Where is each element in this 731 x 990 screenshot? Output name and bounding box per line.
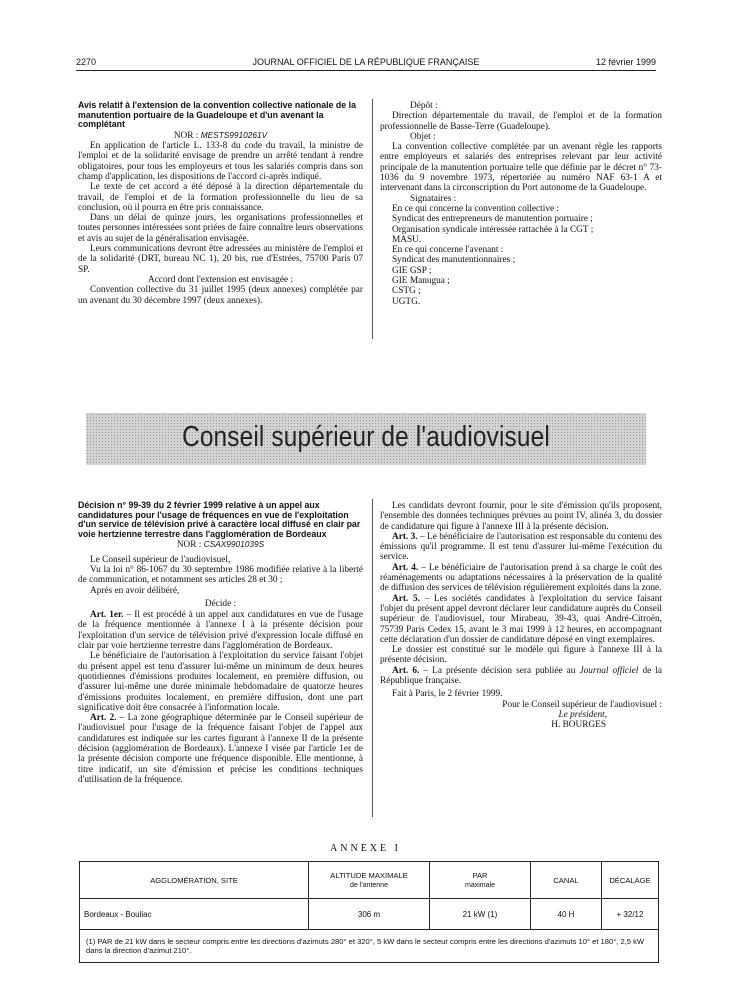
- column-header: [80, 862, 309, 899]
- avis-nor: [78, 130, 363, 141]
- column-header: [531, 862, 602, 899]
- section-banner: [86, 413, 646, 465]
- fait-line: Fait à Paris, le 2 février 1999.: [392, 689, 503, 700]
- column-label: DÉCALAGE: [609, 875, 651, 885]
- article-label: Art. 2.: [90, 713, 117, 724]
- depot-label: Dépôt :: [410, 101, 438, 111]
- signataires-label: Signataires :: [410, 193, 457, 204]
- decision-intro: Après en avoir délibéré,: [90, 585, 180, 596]
- column-sublabel: de l'antenne: [350, 881, 388, 889]
- article-text: – Le bénéficiaire de l'autorisation prend à sa charge le coût des réaménagements ou adaptations nécessaires à la préservation de la qualité de diffusion des services de télévision régulièrement exploités dans la zone.: [380, 562, 662, 594]
- article-2: [78, 713, 363, 785]
- article-label: Art. 6.: [392, 665, 420, 676]
- column-header: [430, 862, 531, 899]
- signatory-role: [380, 710, 662, 720]
- article-5: [380, 594, 662, 645]
- article-label: Art. 4.: [392, 562, 419, 573]
- article-6: [380, 666, 662, 687]
- avis-left-column: [78, 101, 363, 306]
- article-text: – Il est procédé à un appel aux candidatures en vue de l'usage de la fréquence mentionnée à l'annexe I à la présente décision pour l'exploitation d'un service de télévision privé d'expression locale diffusé en clair par voie hertzienne terrestre dans l'agglomération de Bordeaux.: [78, 610, 363, 652]
- nor-code: MESTS9910261V: [200, 129, 268, 140]
- table-footnote: (1) PAR de 21 kW dans le secteur compris entre les directions d'azimuts 280° et 320°, 5 kW dans le secteur compris entre les directions d'azimuts 10° et 180°, 2,5 kW dans la direction d'azimut 210°.: [80, 930, 659, 963]
- role-text: Le président,: [558, 709, 607, 720]
- nor-label: NOR :: [173, 130, 199, 141]
- article-label: Art. 1er.: [90, 610, 124, 621]
- signataire-line: Syndicat des manutentionnaires ;: [392, 255, 516, 266]
- article-2-paragraph: Les candidats devront fournir, pour le site d'émission qu'ils proposent, l'ensemble des données techniques prévues au point IV, alinéa 3, du dossier de candidature qui figure à l'annexe III à la présente décision.: [380, 501, 662, 532]
- page-number: 2270: [76, 57, 97, 67]
- article-text: – Les sociétés candidates à l'exploitation du service faisant l'objet du présent appel devront déclarer leur candidature auprès du Conseil supérieur de l'audiovisuel, tour Mirabeau, 39-43, quai André-Citroën, 75739 Paris Cedex 15, avant le 3 mai 1999 à 12 heures, en accompagnant cette déclaration d'un dossier de candidature déposé en vingt exemplaires.: [380, 593, 662, 645]
- article-4: [380, 563, 662, 594]
- accord-text: Convention collective du 31 juillet 1995 (deux annexes) complétée par un avenant du 30 décembre 1997 (deux annexes).: [78, 285, 363, 306]
- pour-line: Pour le Conseil supérieur de l'audiovisuel :: [502, 699, 662, 710]
- nor-code: CSAX9901039S: [203, 539, 265, 550]
- signataire-line: En ce qui concerne l'avenant :: [392, 245, 504, 256]
- table-cell: + 32/12: [602, 899, 659, 930]
- annex-table: [79, 861, 659, 963]
- objet-label: Objet :: [410, 131, 436, 142]
- article-text: – Le bénéficiaire de l'autorisation est responsable du contenu des émissions qu'il programme. Il est tenu d'assurer lui-même l'exécution du service.: [380, 531, 663, 563]
- header-rule: [76, 70, 656, 71]
- signataire-line: GIE GSP ;: [392, 265, 432, 276]
- nor-label: NOR :: [176, 540, 202, 551]
- column-header: [602, 862, 659, 899]
- signataire-line: Syndicat des entrepreneurs de manutention portuaire ;: [392, 214, 593, 225]
- journal-title: JOURNAL OFFICIEL DE LA RÉPUBLIQUE FRANÇAISE: [252, 57, 480, 67]
- article-text: de la République française.: [380, 665, 663, 687]
- article-text: – La présente décision sera publiée au: [419, 665, 580, 676]
- decision-title: Décision n° 99-39 du 2 février 1999 relative à un appel aux candidatures pour l'usage de fréquences en vue de l'exploitation d'un service de télévision privé à caractère local diffusé en clair par voie hertzienne terrestre dans l'agglomération de Bordeaux: [78, 500, 361, 539]
- journal-reference: Journal officiel: [579, 665, 639, 676]
- column-label: CANAL: [553, 875, 579, 885]
- article-1-paragraph: Le bénéficiaire de l'autorisation à l'exploitation du service faisant l'objet du présent appel est tenu d'assurer lui-même un minimum de deux heures quotidiennes d'émissions produites localement, en première diffusion, ou d'assurer lui-même une durée minimale hebdomadaire de quatorze heures d'émissions produites localement, en première diffusion, dont une part significative doit être consacrée à l'information locale.: [78, 651, 363, 713]
- signatory-name: H. BOURGES: [551, 720, 606, 731]
- column-header: [309, 862, 430, 899]
- article-5-paragraph: Le dossier est constitué sur le modèle qui figure à l'annexe III à la présente décision.: [380, 645, 662, 666]
- running-header: [76, 57, 656, 71]
- column-sublabel: maximale: [465, 881, 495, 889]
- decision-nor: [78, 539, 363, 550]
- article-1: [78, 610, 363, 651]
- table-header-row: [80, 862, 659, 899]
- avis-title: Avis relatif à l'extension de la convention collective nationale de la manutention portuaire de la Guadeloupe et d'un avenant la complétant: [78, 100, 356, 130]
- table-cell: Bordeaux - Bouliac: [80, 899, 309, 930]
- decision-right-column: [380, 501, 662, 731]
- decide-heading: Décide :: [204, 598, 237, 609]
- avis-paragraph: En application de l'article L. 133-8 du code du travail, la ministre de l'emploi et de la solidarité envisage de prendre un arrêté tendant à rendre obligatoires, pour tous les employeurs et tous les salariés compris dans son champ d'application, les dispositions de l'accord ci-après indiqué.: [78, 141, 363, 182]
- annex-title: ANNEXE I: [330, 843, 401, 854]
- column-label: PAR: [472, 870, 488, 880]
- decision-left-column: [78, 501, 363, 785]
- issue-date: 12 février 1999: [595, 57, 656, 67]
- article-text: – La zone géographique déterminée par le Conseil supérieur de l'audiovisuel pour l'usage de la fréquence faisant l'objet de l'appel aux candidatures est indiquée sur les cartes figurant à l'annexe II de la présente décision (agglomération de Bordeaux). L'annexe I visée par l'article 1er de la présente décision comporte une fréquence disponible. Elle mentionne, à titre indicatif, un site d'émission et précise les conditions techniques d'utilisation de la fréquence.: [78, 713, 363, 785]
- depot-text: Direction départementale du travail, de l'emploi et de la formation professionnelle de Basse-Terre (Guadeloupe).: [380, 111, 662, 132]
- table-cell: 40 H: [531, 899, 602, 930]
- signataire-line: GIE Manugua ;: [392, 276, 450, 287]
- signataire-line: En ce qui concerne la convention collective :: [392, 203, 560, 214]
- objet-text: La convention collective complétée par un avenant règle les rapports entre employeurs et salariés des entreprises relevant par leur activité principale de la manutention portuaire telle que définie par le décret n° 73-1036 du 9 novembre 1973, répertoriée au numéro NAF 63-1 A et intervenant dans la circonscription du Port autonome de la Guadeloupe.: [380, 142, 662, 194]
- avis-paragraph: Dans un délai de quinze jours, les organisations professionnelles et toutes personnes intéressées sont priées de faire connaître leurs observations et avis au sujet de la généralisation envisagée.: [78, 213, 363, 244]
- article-label: Art. 5.: [392, 593, 420, 604]
- table-row: [80, 899, 659, 930]
- accord-heading: Accord dont l'extension est envisagée :: [148, 274, 293, 285]
- table-cell: 21 kW (1): [430, 899, 531, 930]
- section-title: Conseil supérieur de l'audiovisuel: [182, 421, 550, 453]
- column-label: AGGLOMÉRATION, SITE: [150, 875, 238, 885]
- column-divider: [372, 99, 373, 339]
- signataire-line: CSTG ;: [392, 286, 421, 297]
- avis-right-column: [380, 101, 662, 307]
- signataire-line: Organisation syndicale intéressée rattachée à la CGT ;: [392, 224, 594, 235]
- decision-intro: Le Conseil supérieur de l'audiovisuel,: [90, 554, 231, 565]
- table-cell: 306 m: [309, 899, 430, 930]
- signataire-line: UGTG.: [392, 296, 421, 307]
- table-footnote-row: [80, 930, 659, 963]
- article-label: Art. 3.: [392, 531, 418, 542]
- avis-paragraph: Leurs communications devront être adressées au ministère de l'emploi et de la solidarité (DRT, bureau NC 1), 20 bis, rue d'Estrées, 75700 Paris 07 SP.: [78, 244, 363, 275]
- column-label: ALTITUDE MAXIMALE: [330, 870, 408, 880]
- article-3: [380, 532, 662, 563]
- decision-intro: Vu la loi n° 86-1067 du 30 septembre 1986 modifiée relative à la liberté de communication, et notamment ses articles 28 et 30 ;: [78, 564, 363, 586]
- avis-paragraph: Le texte de cet accord a été déposé à la direction départementale du travail, de l'emploi et de la formation professionnelle du lieu de sa conclusion, où il pourra en être pris connaissance.: [78, 182, 363, 213]
- signataire-line: MASU.: [392, 234, 422, 245]
- column-divider: [372, 499, 373, 817]
